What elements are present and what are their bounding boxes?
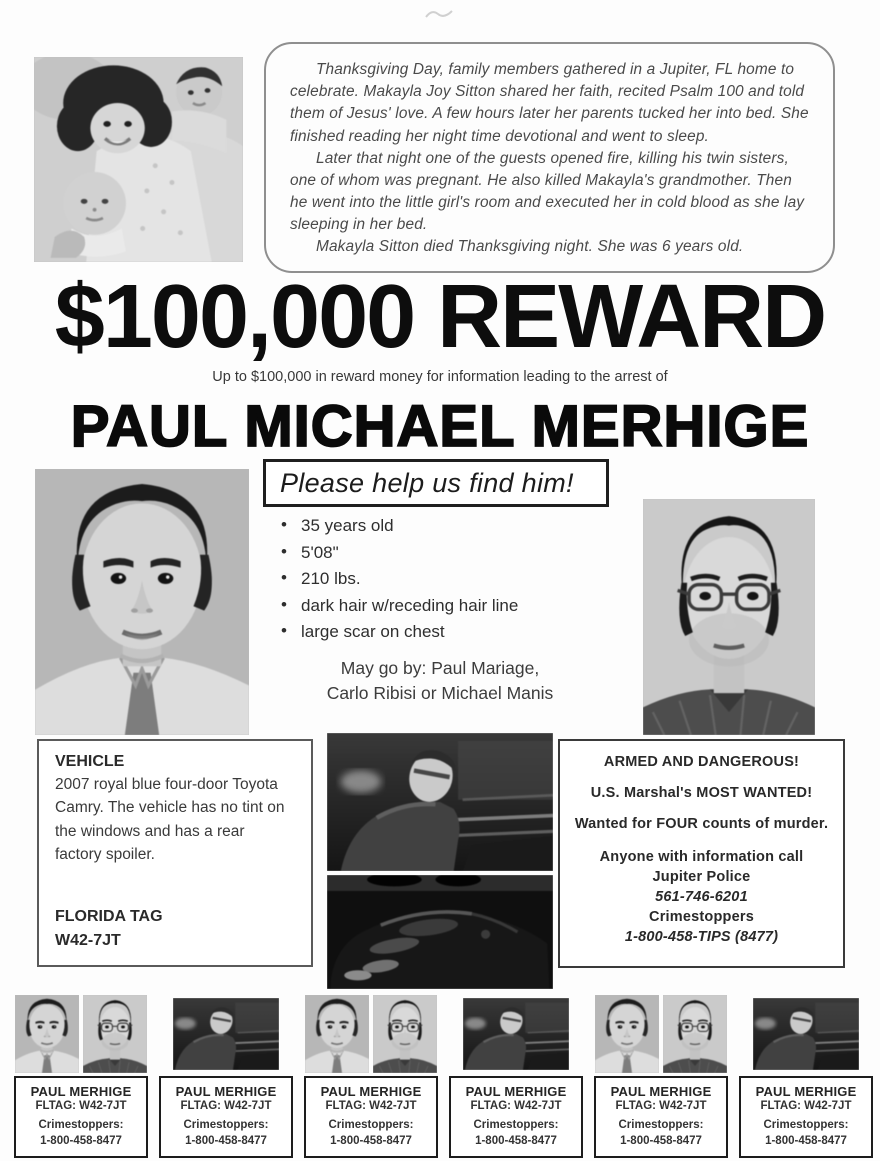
tab-crimestoppers-label: Crimestoppers: <box>618 1119 704 1131</box>
aliases-note <box>265 656 615 707</box>
warning-murder-counts: Wanted for FOUR counts of murder. <box>574 816 829 832</box>
tab-phone: 1-800-458-8477 <box>330 1135 412 1147</box>
tab-crimestoppers-label: Crimestoppers: <box>183 1119 269 1131</box>
warning-police-phone: 561-746-6201 <box>655 889 748 905</box>
tab-phone: 1-800-458-8477 <box>185 1135 267 1147</box>
contact-strip-4-photos <box>449 995 583 1073</box>
contact-strip-4-label <box>449 1076 583 1158</box>
description-item-weight: • 210 lbs. <box>279 569 609 589</box>
tab-suspect-name: PAUL MERHIGE <box>320 1084 422 1099</box>
tab-suspect-name: PAUL MERHIGE <box>30 1084 132 1099</box>
mugshot-front-photo <box>35 469 249 735</box>
contact-strip-1-label <box>14 1076 148 1158</box>
aliases-line-2: Carlo Ribisi or Michael Manis <box>326 683 554 704</box>
warning-call-line: Anyone with information call <box>599 849 804 865</box>
tab-phone: 1-800-458-8477 <box>40 1135 122 1147</box>
contact-strip-2 <box>159 995 293 1158</box>
tab-suspect-name: PAUL MERHIGE <box>755 1084 857 1099</box>
tab-plate: FLTAG: W42-7JT <box>760 1100 852 1112</box>
tab-crimestoppers-label: Crimestoppers: <box>763 1119 849 1131</box>
mugshot-front-thumb <box>595 995 659 1073</box>
warning-armed-dangerous: ARMED AND DANGEROUS! <box>603 754 800 770</box>
warning-most-wanted: U.S. Marshal's MOST WANTED! <box>590 785 813 801</box>
tab-plate: FLTAG: W42-7JT <box>325 1100 417 1112</box>
car-photo <box>327 875 553 989</box>
vehicle-description: 2007 royal blue four-door Toyota Camry. The vehicle has no tint on the windows and has a rear factory spoiler. <box>55 776 285 863</box>
mugshot-front-thumb <box>305 995 369 1073</box>
aliases-line-1: May go by: Paul Mariage, <box>340 658 540 678</box>
contact-strip-1 <box>14 995 148 1158</box>
contact-strip-6-label <box>739 1076 873 1158</box>
vehicle-title: VEHICLE <box>55 753 125 770</box>
scan-artifact <box>424 5 454 23</box>
surveillance-thumb <box>463 998 569 1070</box>
florida-tag-block <box>55 905 295 953</box>
description-item-scar: • large scar on chest <box>279 622 609 642</box>
contact-strip-5 <box>594 995 728 1158</box>
florida-tag-value: W42-7JT <box>55 932 121 949</box>
tab-crimestoppers-label: Crimestoppers: <box>38 1119 124 1131</box>
contact-strip-4 <box>449 995 583 1158</box>
reward-subtitle: Up to $100,000 in reward money for information leading to the arrest of <box>212 369 668 385</box>
tab-plate: FLTAG: W42-7JT <box>470 1100 562 1112</box>
contact-strip-3-photos <box>304 995 438 1073</box>
tab-plate: FLTAG: W42-7JT <box>180 1100 272 1112</box>
description-item-height: • 5'08" <box>279 543 609 563</box>
tab-phone: 1-800-458-8477 <box>765 1135 847 1147</box>
contact-strip-2-label <box>159 1076 293 1158</box>
vehicle-info-box <box>37 739 313 967</box>
warning-tips-phone: 1-800-458-TIPS (8477) <box>624 929 779 945</box>
description-item-age: • 35 years old <box>279 516 609 536</box>
plea-box <box>263 459 609 507</box>
warning-crimestoppers: Crimestoppers <box>649 909 754 925</box>
surveillance-thumb <box>753 998 859 1070</box>
contact-strip-1-photos <box>14 995 148 1073</box>
tab-phone: 1-800-458-8477 <box>620 1135 702 1147</box>
reward-headline: $100,000 REWARD <box>54 267 826 367</box>
victim-photo <box>34 57 243 262</box>
mugshot-glasses-photo <box>643 499 815 735</box>
description-item-hair: • dark hair w/receding hair line <box>279 596 609 616</box>
tab-suspect-name: PAUL MERHIGE <box>465 1084 567 1099</box>
mugshot-glasses-thumb <box>83 995 147 1073</box>
tab-plate: FLTAG: W42-7JT <box>35 1100 127 1112</box>
tab-crimestoppers-label: Crimestoppers: <box>328 1119 414 1131</box>
tab-phone: 1-800-458-8477 <box>475 1135 557 1147</box>
contact-strip-6 <box>739 995 873 1158</box>
florida-tag-label: FLORIDA TAG <box>55 908 163 925</box>
tab-suspect-name: PAUL MERHIGE <box>610 1084 712 1099</box>
mugshot-glasses-thumb <box>373 995 437 1073</box>
mugshot-front-thumb <box>15 995 79 1073</box>
contact-strip-3-label <box>304 1076 438 1158</box>
story-paragraph-3: Makayla Sitton died Thanksgiving night. She was 6 years old. <box>316 238 744 256</box>
contact-strip-5-photos <box>594 995 728 1073</box>
tab-crimestoppers-label: Crimestoppers: <box>473 1119 559 1131</box>
warning-jupiter-police: Jupiter Police <box>652 869 751 885</box>
surveillance-thumb <box>173 998 279 1070</box>
contact-strip-3 <box>304 995 438 1158</box>
story-box <box>264 42 835 273</box>
surveillance-photo <box>327 733 553 871</box>
description-list <box>279 516 609 649</box>
story-paragraph-1: Thanksgiving Day, family members gathered in a Jupiter, FL home to celebrate. Makayla Joy Sitton shared her faith, recited Psalm 100 and told them of Jesus' love. A few hours later her parents tucked her into bed. She finished reading her night time devotional and went to sleep. <box>290 61 809 145</box>
contact-strip-2-photos <box>159 995 293 1073</box>
suspect-name-headline: PAUL MICHAEL MERHIGE <box>70 394 810 459</box>
contact-strip-6-photos <box>739 995 873 1073</box>
contact-strip-5-label <box>594 1076 728 1158</box>
warning-box <box>558 739 845 968</box>
mugshot-glasses-thumb <box>663 995 727 1073</box>
plea-title: Please help us find him! <box>280 467 574 498</box>
tab-plate: FLTAG: W42-7JT <box>615 1100 707 1112</box>
story-paragraph-2: Later that night one of the guests opened fire, killing his twin sisters, one of whom was pregnant. He also killed Makayla's grandmother. Then he went into the little girl's room and executed her in cold blood as she lay sleeping in her bed. <box>290 149 805 234</box>
tab-suspect-name: PAUL MERHIGE <box>175 1084 277 1099</box>
